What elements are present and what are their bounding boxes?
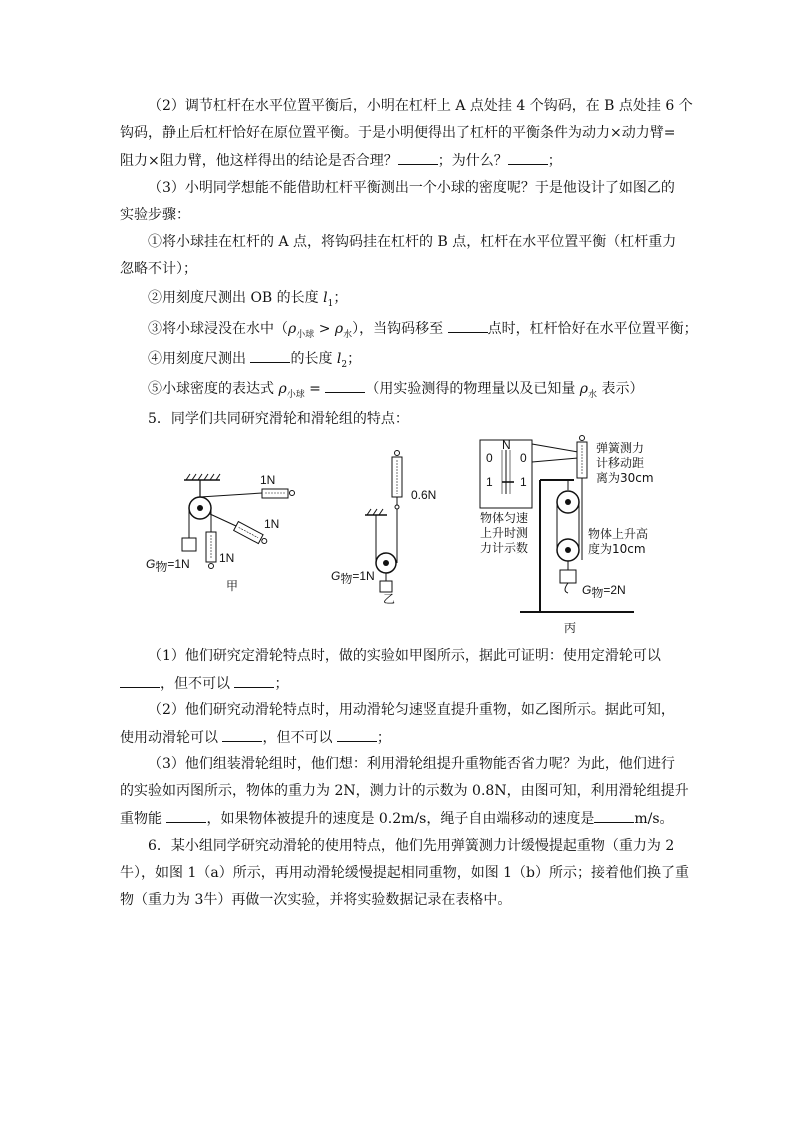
scale-tick: 1 bbox=[520, 475, 527, 489]
weight-block-icon bbox=[380, 581, 392, 592]
annotation-text: 弹簧测力 bbox=[596, 441, 645, 455]
q4-part2-line3: 阻力×阻力臂，他这样得出的结论是否合理？ ；为什么？ ； bbox=[120, 150, 680, 171]
answer-blank[interactable] bbox=[166, 808, 206, 823]
figure-bing-pulley-block bbox=[474, 432, 674, 638]
q5-part1-line2: ，但不可以 ； bbox=[120, 673, 680, 694]
answer-blank[interactable] bbox=[325, 378, 365, 393]
q4-part2-line1: （2）调节杠杆在水平位置平衡后，小明在杠杆上 A 点处挂 4 个钩码，在 B 点处挂 6 个 bbox=[148, 98, 693, 114]
q4-part3-line1: （3）小明同学想能不能借助杠杆平衡测出一个小球的密度呢？于是他设计了如图乙的 bbox=[148, 180, 675, 196]
answer-blank[interactable] bbox=[120, 673, 160, 688]
q4-step1-line2: 忽略不计）； bbox=[120, 261, 197, 277]
q4-part2-line2: 钩码，静止后杠杆恰好在原位置平衡。于是小明便得出了杠杆的平衡条件为动力×动力臂= bbox=[120, 125, 676, 141]
annotation-text: 物体上升高 bbox=[588, 527, 649, 541]
scale-tick: 0 bbox=[486, 451, 493, 465]
q4-step3: ③将小球浸没在水中$(\rho_{小球} > \rho_水)$，当钩码移至 点时，杠杆恰好在水平位置平衡； bbox=[148, 318, 708, 345]
q6-line3: 物（重力为 3牛）再做一次实验，并将实验数据记录在表格中。 bbox=[120, 892, 512, 908]
q4-step2: ②用刻度尺测出 OB 的长度 $l_1$； bbox=[148, 290, 348, 309]
weight-block-icon bbox=[560, 570, 576, 583]
q4-step5: ⑤小球密度的表达式 $\rho_{小球}$ = （用实验测得的物理量以及已知量 $\rho_水$ 表示） bbox=[148, 378, 708, 405]
answer-blank[interactable] bbox=[448, 318, 488, 333]
answer-blank[interactable] bbox=[250, 348, 290, 363]
figure-jia-fixed-pulley bbox=[140, 460, 320, 595]
spring-scale-icon bbox=[262, 489, 288, 498]
annotation-text: 上升时测 bbox=[480, 526, 529, 540]
answer-blank[interactable] bbox=[508, 150, 548, 165]
q5-part1-line1: （1）他们研究定滑轮特点时，做的实验如甲图所示，据此可证明：使用定滑轮可以 bbox=[148, 648, 661, 664]
q4-step1-line1: ①将小球挂在杠杆的 A 点，将钩码挂在杠杆的 B 点，杠杆在水平位置平衡（杠杆重力 bbox=[148, 234, 677, 250]
q6-line1: 6．某小组同学研究动滑轮的使用特点，他们先用弹簧测力计缓慢提起重物（重力为 2 bbox=[148, 838, 675, 854]
q4-part3-line2: 实验步骤： bbox=[120, 207, 190, 223]
annotation-text: 计移动距 bbox=[596, 456, 645, 470]
force-label: 1N bbox=[260, 473, 276, 487]
q5-part2-line2: 使用动滑轮可以 ，但不可以 ； bbox=[120, 727, 680, 748]
figure-label-yi: 乙 bbox=[383, 592, 396, 605]
answer-blank[interactable] bbox=[594, 808, 634, 823]
annotation-text: 度为10cm bbox=[588, 542, 646, 556]
figure-label-jia: 甲 bbox=[226, 579, 239, 593]
weight-label: G物=1N bbox=[331, 569, 375, 586]
weight-label: G物=1N bbox=[146, 557, 190, 574]
weight-block-icon bbox=[182, 538, 196, 551]
force-label: 1N bbox=[219, 551, 235, 565]
answer-blank[interactable] bbox=[337, 727, 377, 742]
scale-tick: 1 bbox=[486, 475, 493, 489]
scale-tick: 0 bbox=[520, 451, 527, 465]
figure-label-bing: 丙 bbox=[564, 621, 577, 635]
q5-part3-line1: （3）他们组装滑轮组时，他们想：利用滑轮组提升重物能否省力呢？为此，他们进行 bbox=[148, 756, 675, 772]
q5-title: 5．同学们共同研究滑轮和滑轮组的特点： bbox=[148, 411, 409, 427]
q6-line2: 牛），如图 1（a）所示，再用动滑轮缓慢提起相同重物，如图 1（b）所示；接着他们换了重 bbox=[120, 865, 690, 881]
q5-part3-line3: 重物能 ，如果物体被提升的速度是 0.2m/s，绳子自由端移动的速度是 m/s。 bbox=[120, 808, 680, 829]
force-label: 1N bbox=[264, 517, 280, 531]
scale-unit: N bbox=[502, 438, 511, 452]
answer-blank[interactable] bbox=[398, 150, 438, 165]
annotation-text: 物体匀速 bbox=[480, 511, 529, 525]
weight-label: G物=2N bbox=[582, 583, 626, 600]
force-label: 0.6N bbox=[411, 488, 437, 502]
q4-step4: ④用刻度尺测出 的长度 $l_2$； bbox=[148, 348, 708, 375]
q5-part3-line2: 的实验如丙图所示，物体的重力为 2N，测力计的示数为 0.8N，由图可知，利用滑轮组提升 bbox=[120, 783, 689, 799]
annotation-text: 离为30cm bbox=[596, 471, 654, 485]
answer-blank[interactable] bbox=[222, 727, 262, 742]
answer-blank[interactable] bbox=[234, 673, 274, 688]
annotation-text: 力计示数 bbox=[480, 541, 529, 555]
q5-part2-line1: （2）他们研究动滑轮特点时，用动滑轮匀速竖直提升重物，如乙图所示。据此可知， bbox=[148, 702, 675, 718]
figure-yi-movable-pulley bbox=[325, 445, 455, 605]
